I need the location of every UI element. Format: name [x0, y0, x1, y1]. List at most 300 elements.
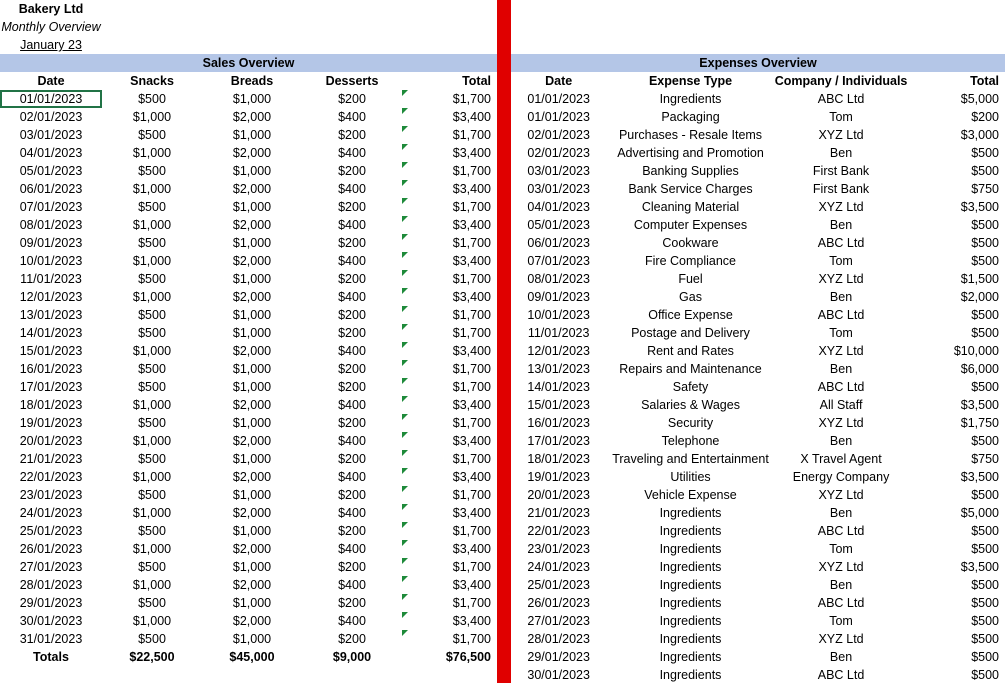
sales-cell[interactable]: 27/01/2023 [19, 560, 83, 574]
sales-total-cell[interactable]: $45,000 [229, 650, 275, 664]
expenses-cell[interactable]: 28/01/2023 [527, 632, 590, 646]
sales-cell[interactable]: $200 [338, 560, 366, 574]
expenses-cell[interactable]: $500 [971, 380, 999, 394]
sales-cell[interactable]: 11/01/2023 [20, 272, 82, 286]
sales-cell[interactable]: $500 [138, 632, 166, 646]
expenses-cell[interactable]: First Bank [812, 164, 870, 178]
sales-cell[interactable]: $1,000 [232, 380, 272, 394]
sales-cell[interactable]: $1,700 [402, 234, 497, 252]
sales-cell[interactable]: 28/01/2023 [19, 578, 83, 592]
expenses-cell[interactable]: Telephone [661, 434, 720, 448]
expenses-cell[interactable]: Fire Compliance [645, 254, 737, 268]
expenses-cell[interactable]: $750 [971, 452, 999, 466]
sales-cell[interactable]: 01/01/2023 [0, 90, 102, 108]
sales-cell[interactable]: $200 [338, 308, 366, 322]
sales-cell[interactable]: $3,400 [402, 540, 497, 558]
expenses-cell[interactable]: 25/01/2023 [527, 578, 590, 592]
sales-cell[interactable]: $3,400 [402, 144, 497, 162]
sales-cell[interactable]: $1,000 [132, 344, 172, 358]
expenses-cell[interactable]: 29/01/2023 [527, 650, 590, 664]
expenses-cell[interactable]: $500 [971, 542, 999, 556]
expenses-cell[interactable]: 06/01/2023 [527, 236, 590, 250]
sales-cell[interactable]: $1,000 [132, 506, 172, 520]
expenses-cell[interactable]: $500 [971, 578, 999, 592]
expenses-cell[interactable]: ABC Ltd [817, 524, 865, 538]
sales-cell[interactable]: $200 [338, 452, 366, 466]
sales-cell[interactable]: $2,000 [232, 146, 272, 160]
expenses-cell[interactable]: $500 [971, 614, 999, 628]
sales-total-cell[interactable]: $9,000 [332, 650, 372, 664]
expenses-cell[interactable]: Purchases - Resale Items [618, 128, 763, 142]
sales-cell[interactable]: $500 [138, 596, 166, 610]
expenses-cell[interactable]: $3,500 [960, 200, 999, 214]
sales-header-cell[interactable]: Total [462, 74, 491, 88]
sales-cell[interactable]: 21/01/2023 [19, 452, 83, 466]
sales-cell[interactable]: $1,000 [232, 416, 272, 430]
sales-cell[interactable]: $400 [338, 218, 366, 232]
sales-total-cell[interactable]: $22,500 [129, 650, 175, 664]
expenses-cell[interactable]: 15/01/2023 [527, 398, 590, 412]
expenses-cell[interactable]: ABC Ltd [817, 92, 865, 106]
expenses-cell[interactable]: $500 [971, 596, 999, 610]
sales-cell[interactable]: 06/01/2023 [19, 182, 83, 196]
sales-cell[interactable]: $400 [338, 290, 366, 304]
expenses-cell[interactable]: XYZ Ltd [818, 272, 864, 286]
expenses-cell[interactable]: Tom [829, 254, 853, 268]
sales-cell[interactable]: $2,000 [232, 578, 272, 592]
expenses-cell[interactable]: $500 [971, 164, 999, 178]
sales-cell[interactable]: $500 [138, 524, 166, 538]
expenses-cell[interactable]: 21/01/2023 [527, 506, 590, 520]
sales-cell[interactable]: $200 [338, 92, 366, 106]
sales-cell[interactable]: $400 [338, 146, 366, 160]
expenses-cell[interactable]: Ingredients [659, 542, 722, 556]
expenses-cell[interactable]: 13/01/2023 [527, 362, 590, 376]
expenses-cell[interactable]: 14/01/2023 [527, 380, 590, 394]
sales-cell[interactable]: 16/01/2023 [19, 362, 83, 376]
sales-header-cell[interactable]: Snacks [130, 74, 174, 88]
expenses-cell[interactable]: Bank Service Charges [628, 182, 753, 196]
report-period[interactable]: January 23 [20, 38, 82, 52]
expenses-cell[interactable]: Ben [829, 578, 853, 592]
expenses-cell[interactable]: Tom [829, 614, 853, 628]
expenses-cell[interactable]: XYZ Ltd [818, 560, 864, 574]
sales-cell[interactable]: $400 [338, 470, 366, 484]
expenses-header-cell[interactable]: Date [545, 74, 573, 88]
sales-cell[interactable]: $400 [338, 542, 366, 556]
expenses-cell[interactable]: $5,000 [960, 92, 999, 106]
sales-cell[interactable]: $3,400 [402, 108, 497, 126]
sales-cell[interactable]: $1,700 [402, 630, 497, 648]
expenses-cell[interactable]: Security [667, 416, 714, 430]
sales-cell[interactable]: $1,700 [402, 198, 497, 216]
sales-cell[interactable]: $1,000 [132, 434, 172, 448]
sales-cell[interactable]: $200 [338, 326, 366, 340]
expenses-cell[interactable]: Ingredients [659, 560, 722, 574]
sales-cell[interactable]: $500 [138, 164, 166, 178]
sales-cell[interactable]: $200 [338, 200, 366, 214]
sales-cell[interactable]: $200 [338, 362, 366, 376]
expenses-cell[interactable]: Fuel [678, 272, 703, 286]
sales-cell[interactable]: 02/01/2023 [19, 110, 83, 124]
sales-cell[interactable]: $1,000 [232, 524, 272, 538]
sales-cell[interactable]: $1,700 [402, 162, 497, 180]
expenses-cell[interactable]: Tom [829, 326, 853, 340]
sales-cell[interactable]: $1,000 [132, 578, 172, 592]
sales-cell[interactable]: $1,000 [132, 542, 172, 556]
expenses-cell[interactable]: Banking Supplies [642, 164, 739, 178]
sales-cell[interactable]: $1,700 [402, 486, 497, 504]
expenses-cell[interactable]: Ben [829, 650, 853, 664]
sales-cell[interactable]: $2,000 [232, 506, 272, 520]
expenses-cell[interactable]: $3,500 [960, 398, 999, 412]
sales-cell[interactable]: $2,000 [232, 398, 272, 412]
sales-cell[interactable]: $1,700 [402, 360, 497, 378]
sales-cell[interactable]: $2,000 [232, 542, 272, 556]
sales-cell[interactable]: $1,700 [402, 594, 497, 612]
expenses-cell[interactable]: Advertising and Promotion [617, 146, 764, 160]
expenses-cell[interactable]: Ingredients [659, 614, 722, 628]
sales-cell[interactable]: $500 [138, 92, 166, 106]
sales-cell[interactable]: $3,400 [402, 396, 497, 414]
sales-cell[interactable]: $1,700 [402, 522, 497, 540]
expenses-cell[interactable]: ABC Ltd [817, 308, 865, 322]
expenses-cell[interactable]: Tom [829, 542, 853, 556]
sales-cell[interactable]: $1,000 [132, 398, 172, 412]
sales-cell[interactable]: $1,700 [402, 270, 497, 288]
sales-cell[interactable]: $1,000 [132, 218, 172, 232]
sales-cell[interactable]: $500 [138, 272, 166, 286]
sales-cell[interactable]: $1,000 [232, 236, 272, 250]
expenses-cell[interactable]: Traveling and Entertainment [612, 452, 769, 466]
expenses-cell[interactable]: First Bank [812, 182, 870, 196]
sales-cell[interactable]: $400 [338, 434, 366, 448]
expenses-cell[interactable]: Vehicle Expense [644, 488, 737, 502]
expenses-cell[interactable]: $200 [971, 110, 999, 124]
sales-cell[interactable]: $2,000 [232, 254, 272, 268]
sales-cell[interactable]: $500 [138, 236, 166, 250]
sales-cell[interactable]: $1,000 [232, 272, 272, 286]
sales-cell[interactable]: 07/01/2023 [19, 200, 83, 214]
sales-cell[interactable]: $1,000 [232, 452, 272, 466]
sales-cell[interactable]: 03/01/2023 [19, 128, 83, 142]
sales-cell[interactable]: 29/01/2023 [19, 596, 83, 610]
sales-cell[interactable]: $500 [138, 416, 166, 430]
sales-cell[interactable]: 13/01/2023 [19, 308, 83, 322]
expenses-cell[interactable]: Ben [829, 506, 853, 520]
sales-cell[interactable]: $500 [138, 362, 166, 376]
sales-cell[interactable]: 23/01/2023 [19, 488, 83, 502]
expenses-cell[interactable]: $500 [971, 668, 999, 682]
expenses-cell[interactable]: 10/01/2023 [527, 308, 590, 322]
sales-cell[interactable]: 25/01/2023 [19, 524, 83, 538]
expenses-cell[interactable]: Postage and Delivery [631, 326, 750, 340]
sales-cell[interactable]: $200 [338, 164, 366, 178]
sales-cell[interactable]: $3,400 [402, 468, 497, 486]
expenses-cell[interactable]: XYZ Ltd [818, 416, 864, 430]
expenses-cell[interactable]: $500 [971, 146, 999, 160]
sales-cell[interactable]: $400 [338, 398, 366, 412]
expenses-cell[interactable]: XYZ Ltd [818, 632, 864, 646]
sales-cell[interactable]: $200 [338, 236, 366, 250]
expenses-cell[interactable]: Ingredients [659, 650, 722, 664]
sales-cell[interactable]: $1,000 [132, 110, 172, 124]
sales-cell[interactable]: 24/01/2023 [19, 506, 83, 520]
sales-cell[interactable]: $500 [138, 326, 166, 340]
sales-cell[interactable]: $3,400 [402, 216, 497, 234]
sales-cell[interactable]: $1,000 [132, 614, 172, 628]
expenses-cell[interactable]: $3,500 [960, 560, 999, 574]
sales-cell[interactable]: $3,400 [402, 504, 497, 522]
sales-cell[interactable]: $2,000 [232, 182, 272, 196]
expenses-cell[interactable]: Ben [829, 218, 853, 232]
sales-cell[interactable]: $2,000 [232, 434, 272, 448]
expenses-cell[interactable]: Ben [829, 290, 853, 304]
sales-cell[interactable]: $3,400 [402, 342, 497, 360]
expenses-cell[interactable]: 05/01/2023 [527, 218, 590, 232]
sales-cell[interactable]: $1,000 [132, 182, 172, 196]
expenses-cell[interactable]: $500 [971, 650, 999, 664]
expenses-cell[interactable]: Ingredients [659, 506, 722, 520]
expenses-cell[interactable]: Packaging [661, 110, 720, 124]
sales-cell[interactable]: $1,000 [232, 632, 272, 646]
sales-cell[interactable]: $200 [338, 128, 366, 142]
sales-cell[interactable]: $1,000 [232, 362, 272, 376]
sales-cell[interactable]: $1,000 [232, 308, 272, 322]
sales-cell[interactable]: 04/01/2023 [19, 146, 83, 160]
sales-cell[interactable]: 05/01/2023 [19, 164, 83, 178]
expenses-cell[interactable]: ABC Ltd [817, 596, 865, 610]
sales-cell[interactable]: $1,700 [402, 414, 497, 432]
sales-cell[interactable]: 26/01/2023 [19, 542, 83, 556]
expenses-header-cell[interactable]: Expense Type [648, 74, 733, 88]
sales-cell[interactable]: $3,400 [402, 288, 497, 306]
expenses-cell[interactable]: Cookware [662, 236, 719, 250]
sales-cell[interactable]: $1,700 [402, 558, 497, 576]
sales-cell[interactable]: $2,000 [232, 344, 272, 358]
expenses-cell[interactable]: $500 [971, 236, 999, 250]
sales-cell[interactable]: 22/01/2023 [19, 470, 83, 484]
report-subtitle[interactable]: Monthly Overview [1, 20, 101, 34]
expenses-header-cell[interactable]: Total [970, 74, 999, 88]
expenses-cell[interactable]: Ingredients [659, 596, 722, 610]
sales-cell[interactable]: $200 [338, 272, 366, 286]
sales-cell[interactable]: $3,400 [402, 252, 497, 270]
sales-cell[interactable]: $500 [138, 560, 166, 574]
sales-cell[interactable]: $500 [138, 380, 166, 394]
sales-cell[interactable]: 18/01/2023 [19, 398, 83, 412]
expenses-cell[interactable]: Cleaning Material [641, 200, 740, 214]
sales-cell[interactable]: $400 [338, 614, 366, 628]
expenses-cell[interactable]: Ingredients [659, 524, 722, 538]
sales-cell[interactable]: $500 [138, 488, 166, 502]
expenses-overview-header[interactable]: Expenses Overview [511, 54, 1005, 72]
expenses-cell[interactable]: $1,750 [960, 416, 999, 430]
sales-cell[interactable]: $1,000 [232, 488, 272, 502]
expenses-cell[interactable]: 24/01/2023 [527, 560, 590, 574]
sales-cell[interactable]: $200 [338, 380, 366, 394]
sales-cell[interactable]: $400 [338, 578, 366, 592]
sales-cell[interactable]: $1,000 [132, 470, 172, 484]
expenses-cell[interactable]: Utilities [670, 470, 711, 484]
expenses-cell[interactable]: 03/01/2023 [527, 182, 590, 196]
expenses-cell[interactable]: Ben [829, 146, 853, 160]
expenses-cell[interactable]: Office Expense [648, 308, 733, 322]
expenses-cell[interactable]: 11/01/2023 [527, 326, 590, 340]
expenses-cell[interactable]: Repairs and Maintenance [619, 362, 762, 376]
expenses-cell[interactable]: $500 [971, 524, 999, 538]
sales-cell[interactable]: $1,000 [232, 560, 272, 574]
expenses-cell[interactable]: Ingredients [659, 578, 722, 592]
sales-cell[interactable]: $200 [338, 632, 366, 646]
sales-cell[interactable]: $200 [338, 488, 366, 502]
expenses-cell[interactable]: $500 [971, 218, 999, 232]
sales-cell[interactable]: $500 [138, 200, 166, 214]
expenses-cell[interactable]: XYZ Ltd [818, 200, 864, 214]
expenses-cell[interactable]: XYZ Ltd [818, 344, 864, 358]
sales-cell[interactable]: $3,400 [402, 432, 497, 450]
expenses-cell[interactable]: $500 [971, 326, 999, 340]
sales-cell[interactable]: $1,000 [232, 200, 272, 214]
sales-cell[interactable]: $200 [338, 416, 366, 430]
sales-cell[interactable]: $2,000 [232, 218, 272, 232]
sales-cell[interactable]: $1,000 [232, 92, 272, 106]
expenses-cell[interactable]: 02/01/2023 [527, 146, 590, 160]
company-title[interactable]: Bakery Ltd [18, 2, 84, 16]
sales-cell[interactable]: $1,700 [402, 126, 497, 144]
expenses-cell[interactable]: 01/01/2023 [527, 92, 590, 106]
expenses-cell[interactable]: 26/01/2023 [527, 596, 590, 610]
expenses-cell[interactable]: Rent and Rates [647, 344, 734, 358]
expenses-cell[interactable]: 01/01/2023 [527, 110, 590, 124]
sales-cell[interactable]: 17/01/2023 [19, 380, 83, 394]
sales-cell[interactable]: $1,700 [402, 450, 497, 468]
expenses-cell[interactable]: Energy Company [792, 470, 890, 484]
sales-total-cell[interactable]: $76,500 [445, 650, 491, 664]
sales-cell[interactable]: 31/01/2023 [19, 632, 83, 646]
expenses-cell[interactable]: $5,000 [960, 506, 999, 520]
sales-cell[interactable]: $1,000 [232, 326, 272, 340]
expenses-cell[interactable]: $3,000 [960, 128, 999, 142]
expenses-header-cell[interactable]: Company / Individuals [774, 74, 908, 88]
expenses-cell[interactable]: Ingredients [659, 632, 722, 646]
expenses-cell[interactable]: Salaries & Wages [641, 398, 740, 412]
expenses-cell[interactable]: $2,000 [960, 290, 999, 304]
expenses-cell[interactable]: 27/01/2023 [527, 614, 590, 628]
sales-cell[interactable]: 19/01/2023 [19, 416, 83, 430]
expenses-cell[interactable]: $500 [971, 254, 999, 268]
expenses-cell[interactable]: 30/01/2023 [527, 668, 590, 682]
sales-cell[interactable]: $1,000 [132, 254, 172, 268]
expenses-cell[interactable]: 16/01/2023 [527, 416, 590, 430]
expenses-cell[interactable]: $500 [971, 308, 999, 322]
sales-cell[interactable]: $200 [338, 524, 366, 538]
sales-cell[interactable]: $3,400 [402, 612, 497, 630]
expenses-cell[interactable]: $10,000 [953, 344, 999, 358]
sales-cell[interactable]: $200 [338, 596, 366, 610]
sales-cell[interactable]: $1,000 [232, 128, 272, 142]
sales-cell[interactable]: $500 [138, 128, 166, 142]
expenses-cell[interactable]: ABC Ltd [817, 236, 865, 250]
sales-cell[interactable]: $400 [338, 344, 366, 358]
sales-overview-header[interactable]: Sales Overview [0, 54, 497, 72]
expenses-cell[interactable]: 04/01/2023 [527, 200, 590, 214]
sales-cell[interactable]: $500 [138, 308, 166, 322]
expenses-cell[interactable]: XYZ Ltd [818, 128, 864, 142]
sales-cell[interactable]: $2,000 [232, 110, 272, 124]
expenses-cell[interactable]: 07/01/2023 [527, 254, 590, 268]
sales-cell[interactable]: 09/01/2023 [19, 236, 83, 250]
sales-cell[interactable]: $1,700 [402, 306, 497, 324]
expenses-cell[interactable]: Gas [679, 290, 702, 304]
sales-cell[interactable]: $1,000 [232, 596, 272, 610]
expenses-cell[interactable]: ABC Ltd [817, 668, 865, 682]
sales-total-cell[interactable]: Totals [33, 650, 69, 664]
sales-cell[interactable]: $400 [338, 506, 366, 520]
expenses-cell[interactable]: $500 [971, 632, 999, 646]
expenses-cell[interactable]: 18/01/2023 [527, 452, 590, 466]
sales-cell[interactable]: $1,700 [402, 324, 497, 342]
expenses-cell[interactable]: 22/01/2023 [527, 524, 590, 538]
sales-header-cell[interactable]: Date [37, 74, 65, 88]
expenses-cell[interactable]: All Staff [819, 398, 863, 412]
expenses-cell[interactable]: 20/01/2023 [527, 488, 590, 502]
expenses-cell[interactable]: $750 [971, 182, 999, 196]
expenses-cell[interactable]: $500 [971, 434, 999, 448]
expenses-cell[interactable]: ABC Ltd [817, 380, 865, 394]
expenses-cell[interactable]: 23/01/2023 [527, 542, 590, 556]
expenses-cell[interactable]: $1,500 [960, 272, 999, 286]
sales-cell[interactable]: $400 [338, 110, 366, 124]
sales-cell[interactable]: 14/01/2023 [19, 326, 83, 340]
expenses-cell[interactable]: Ingredients [659, 92, 722, 106]
sales-cell[interactable]: 20/01/2023 [19, 434, 83, 448]
expenses-cell[interactable]: Ben [829, 362, 853, 376]
sales-cell[interactable]: $3,400 [402, 576, 497, 594]
expenses-cell[interactable]: $3,500 [960, 470, 999, 484]
sales-cell[interactable]: $1,000 [132, 146, 172, 160]
expenses-cell[interactable]: 19/01/2023 [527, 470, 590, 484]
sales-cell[interactable]: $400 [338, 182, 366, 196]
expenses-cell[interactable]: XYZ Ltd [818, 488, 864, 502]
sales-cell[interactable]: $1,700 [402, 378, 497, 396]
expenses-cell[interactable]: 03/01/2023 [527, 164, 590, 178]
sales-header-cell[interactable]: Breads [230, 74, 274, 88]
expenses-cell[interactable]: 08/01/2023 [527, 272, 590, 286]
sales-cell[interactable]: 10/01/2023 [19, 254, 83, 268]
sales-cell[interactable]: 30/01/2023 [19, 614, 83, 628]
sales-cell[interactable]: $2,000 [232, 470, 272, 484]
expenses-cell[interactable]: 17/01/2023 [527, 434, 590, 448]
expenses-cell[interactable]: Computer Expenses [633, 218, 748, 232]
expenses-cell[interactable]: Ben [829, 434, 853, 448]
sales-cell[interactable]: $2,000 [232, 614, 272, 628]
expenses-cell[interactable]: $500 [971, 488, 999, 502]
expenses-cell[interactable]: Safety [672, 380, 709, 394]
expenses-cell[interactable]: Ingredients [659, 668, 722, 682]
expenses-cell[interactable]: Tom [829, 110, 853, 124]
expenses-cell[interactable]: X Travel Agent [800, 452, 882, 466]
sales-header-cell[interactable]: Desserts [325, 74, 379, 88]
sales-cell[interactable]: $2,000 [232, 290, 272, 304]
expenses-cell[interactable]: 09/01/2023 [527, 290, 590, 304]
sales-cell[interactable]: $1,000 [232, 164, 272, 178]
expenses-cell[interactable]: $6,000 [960, 362, 999, 376]
sales-cell[interactable]: $1,000 [132, 290, 172, 304]
sales-cell[interactable]: 08/01/2023 [19, 218, 83, 232]
expenses-cell[interactable]: 02/01/2023 [527, 128, 590, 142]
expenses-cell[interactable]: 12/01/2023 [527, 344, 590, 358]
